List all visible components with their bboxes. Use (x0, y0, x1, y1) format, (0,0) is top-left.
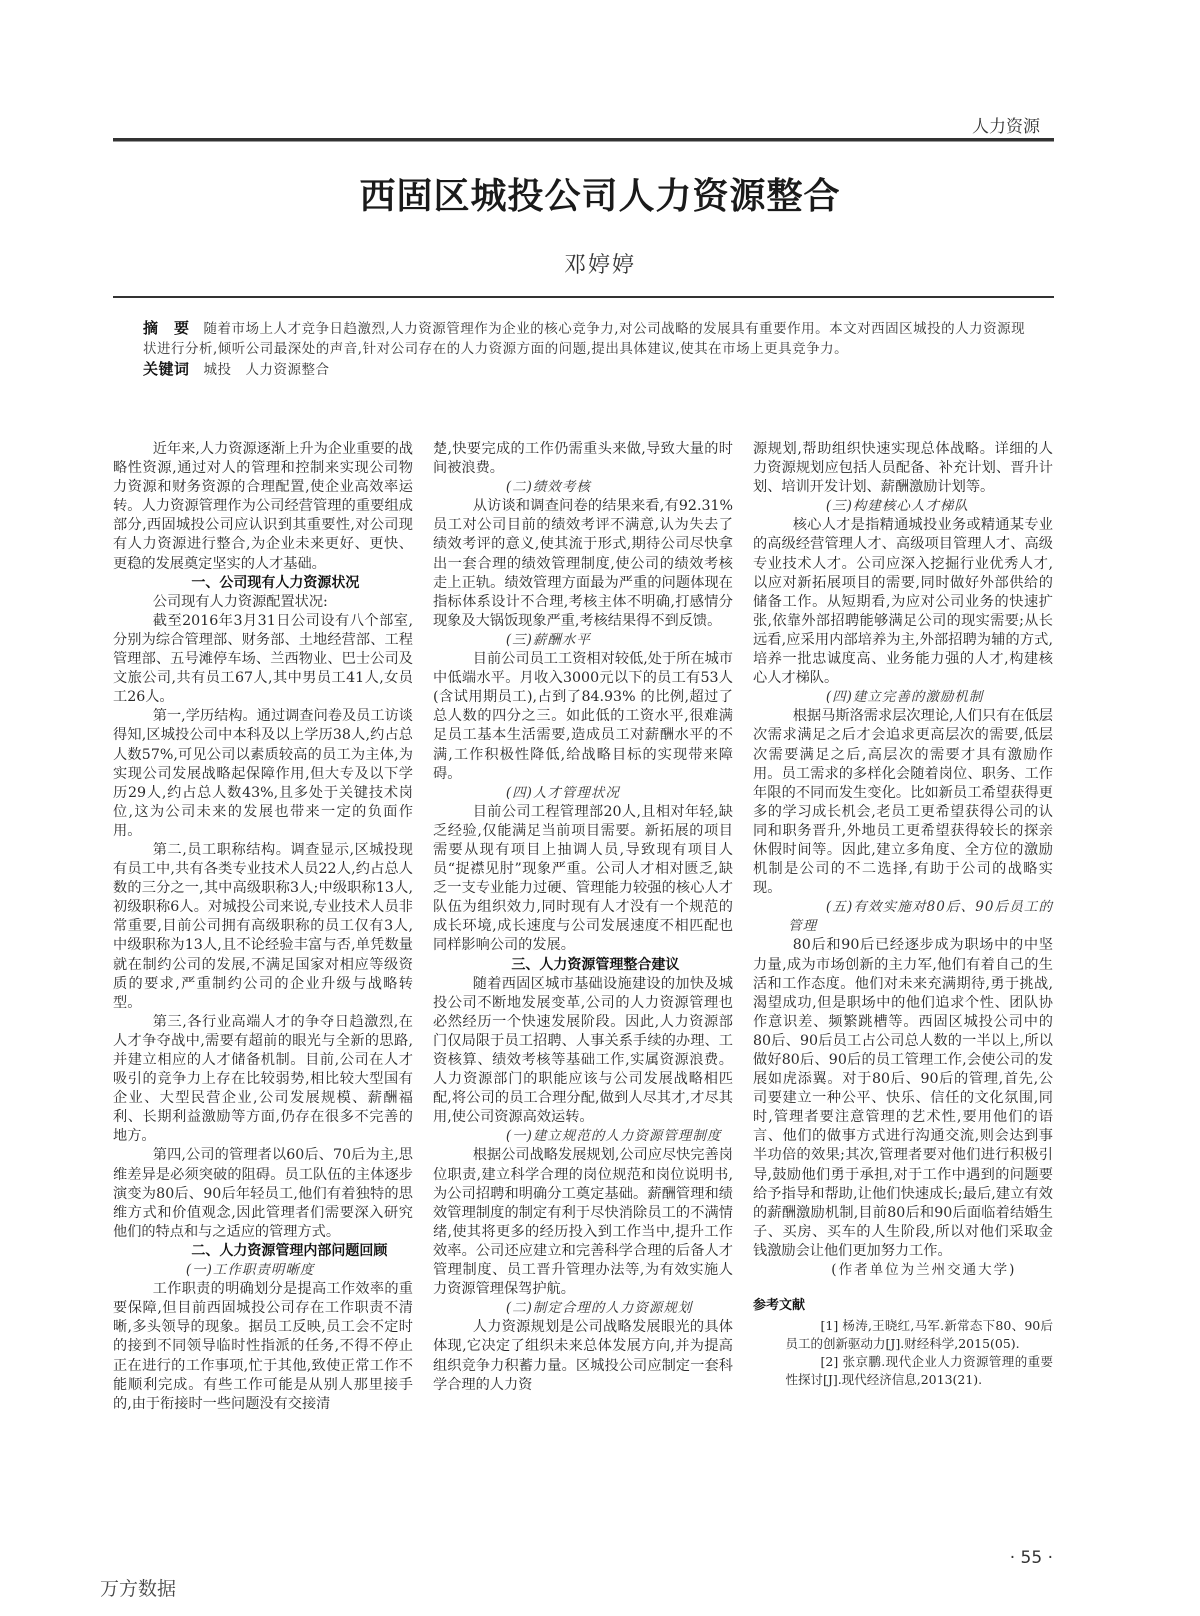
subsection-heading: (二)制定合理的人力资源规划 (505, 1300, 693, 1317)
subsection-heading: (三)构建核心人才梯队 (825, 498, 969, 515)
header-rule (113, 138, 1054, 142)
paragraph: 公司现有人力资源配置状况: (152, 593, 328, 610)
paragraph: 根据马斯洛需求层次理论,人们只有在低层次需求满足之后才会追求更高层次的需要,低层次需要满足之后,高层次的需要才具有激励作用。员工需求的多样化会随着岗位、职务、工作年限的不同而发生变化。比如新员工希望获得更多的学习成长机会,老员工更希望获得公司的认同和职务晋升,外地员工更希望获得较长的探亲休假时间等。因此,建立多角度、全方位的激励机制是公司的不二选择,有助于公司的战略实现。 (753, 708, 1053, 897)
subsection-heading: (四)建立完善的激励机制 (825, 689, 984, 706)
column-3 (753, 440, 1053, 1389)
paragraph: 截至2016年3月31日公司设有八个部室,分别为综合管理部、财务部、土地经营部、工程管理部、五号滩停车场、兰西物业、巴士公司及文旅公司,共有员工67人,其中男员工41人,女员工26人。 (113, 612, 413, 706)
paragraph: 工作职责的明确划分是提高工作效率的重要保障,但目前西固城投公司存在工作职责不清晰,多头领导的现象。据员工反映,员工会不定时的接到不同领导临时性指派的任务,不得不停止正在进行的工作事项,忙于其他,致使正常工作不能顺利完成。有些工作可能是从别人那里接手的,由于衔接时一些问题没有交接清 (113, 1281, 413, 1412)
body-columns (113, 440, 1054, 1470)
keywords-text: 城投 人力资源整合 (203, 362, 330, 378)
reference-item: [2] 张京鹏.现代企业人力资源管理的重要性探讨[J].现代经济信息,2013(21). (785, 1354, 1053, 1388)
abstract (143, 318, 1033, 359)
subsection-heading: (一)建立规范的人力资源管理制度 (505, 1128, 722, 1145)
paragraph: 随着西固区城市基础设施建设的加快及城投公司不断地发展变革,公司的人力资源管理也必然经历一个快速发展阶段。因此,人力资源部门仅局限于员工招聘、人事关系手续的办理、工资核算、绩效考核等基础工作,实属资源浪费。人力资源部门的职能应该与公司发展战略相匹配,将公司的员工合理分配,做到人尽其才,才尽其用,使公司资源高效运转。 (433, 975, 733, 1126)
reference-item: [1] 杨涛,王晓红,马军.新常态下80、90后员工的创新驱动力[J].财经科学,2015(05). (785, 1318, 1053, 1352)
section-heading: 二、人力资源管理内部问题回顾 (191, 1242, 388, 1259)
paragraph: 人力资源规划是公司战略发展眼光的具体体现,它决定了组织未来总体发展方向,并为提高组织竞争力积蓄力量。区城投公司应制定一套科学合理的人力资 (433, 1319, 733, 1393)
paragraph: 第三,各行业高端人才的争夺日趋激烈,在人才争夺战中,需要有超前的眼光与全新的思路,并建立相应的人才储备机制。目前,公司在人才吸引的竞争力上存在比较弱势,相比较大型国有企业、大型民营企业,公司发展规模、薪酬福利、长期利益激励等方面,仍存在很多不完善的地方。 (113, 1013, 413, 1145)
keywords-label: 关键词 (143, 360, 190, 378)
paragraph: 从访谈和调查问卷的结果来看,有92.31% 员工对公司目前的绩效考评不满意,认为失去了绩效考评的意义,使其流于形式,期待公司尽快拿出一套合理的绩效管理制度,使公司的绩效考核走上正轨。绩效管理方面最为严重的问题体现在指标体系设计不合理,考核主体不明确,打感情分现象及大锅饭现象严重,考核结果得不到反馈。 (433, 498, 733, 629)
abstract-text: 随着市场上人才竞争日趋激烈,人力资源管理作为企业的核心竞争力,对公司战略的发展具有重要作用。本文对西固区城投的人力资源现状进行分析,倾听公司最深处的声音,针对公司存在的人力资源方面的问题,提出具体建议,使其在市场上更具竞争力。 (143, 321, 1026, 357)
subsection-heading: (四)人才管理状况 (505, 784, 620, 801)
column-1 (113, 440, 413, 1414)
subsection-heading: (五)有效实施对80后、90后员工的管理 (788, 899, 1053, 935)
paragraph: 80后和90后已经逐步成为职场中的中坚力量,成为市场创新的主力军,他们有着自己的生活和工作态度。他们对未来充满期待,勇于挑战,渴望成功,但是职场中的他们追求个性、团队协作意识差、频繁跳槽等。西固区城投公司中的80后、90后员工占公司总人数的一半以上,所以做好80后、90后的员工管理工作,会使公司的发展如虎添翼。对于80后、90后的管理,首先,公司要建立一种公平、快乐、信任的文化氛围,同时,管理者要注意管理的艺术性,要用他们的语言、他们的做事方式进行沟通交流,则会达到事半功倍的效果;其次,管理者要对他们进行积极引导,鼓励他们勇于承担,对于工作中遇到的问题要给予指导和帮助,让他们快速成长;最后,建立有效的薪酬激励机制,目前80后和90后面临着结婚生子、买房、买车的人生阶段,所以对他们采取金钱激励会让他们更加努力工作。 (753, 937, 1053, 1259)
paragraph: 第四,公司的管理者以60后、70后为主,思维差异是必须突破的阻碍。员工队伍的主体逐步演变为80后、90后年轻员工,他们有着独特的思维方式和价值观念,因此管理者们需要深入研究他们的特点和与之适应的管理方式。 (113, 1147, 413, 1240)
subsection-heading: (二)绩效考核 (505, 479, 591, 496)
author-affiliation: (作者单位为兰州交通大学) (831, 1262, 1017, 1279)
abstract-label: 摘 要 (143, 319, 190, 337)
subsection-heading: (一)工作职责明晰度 (185, 1262, 315, 1279)
paragraph: 根据公司战略发展规划,公司应尽快完善岗位职责,建立科学合理的岗位规范和岗位说明书,为公司招聘和明确分工奠定基础。薪酬管理和绩效管理制度的制定有利于尽快消除员工的不满情绪,使其将更多的经历投入到工作当中,提升工作效率。公司还应建立和完善科学合理的后备人才管理制度、员工晋升管理办法等,为有效实施人力资源管理保驾护航。 (433, 1147, 733, 1298)
section-heading: 一、公司现有人力资源状况 (191, 574, 360, 591)
paragraph: 核心人才是指精通城投业务或精通某专业的高级经营管理人才、高级项目管理人才、高级专业技术人才。公司应深入挖掘行业优秀人才,以应对新拓展项目的需要,同时做好外部供给的储备工作。从短期看,为应对公司业务的快速扩张,依靠外部招聘能够满足公司的现实需要;从长远看,应采用内部培养为主,外部招聘为辅的方式,培养一批忠诚度高、业务能力强的人才,构建核心人才梯队。 (753, 517, 1053, 687)
paragraph: 第二,员工职称结构。调查显示,区城投现有员工中,共有各类专业技术人员22人,约占总人数的三分之一,其中高级职称3人;中级职称13人,初级职称6人。对城投公司来说,专业技术人员非常重要,目前公司拥有高级职称的员工仅有3人,中级职称为13人,且不论经验丰富与否,单凭数量就在制约公司的发展,不满足国家对相应等级资质的要求,严重制约公司的企业升级与战略转型。 (113, 841, 413, 1011)
paragraph: 楚,快要完成的工作仍需重头来做,导致大量的时间被浪费。 (433, 441, 733, 477)
title-rule (113, 296, 1054, 298)
abstract-block (143, 318, 1033, 380)
section-heading: 三、人力资源管理整合建议 (511, 956, 680, 973)
column-2 (433, 440, 733, 1395)
paragraph: 目前公司员工工资相对较低,处于所在城市中低端水平。月收入3000元以下的员工有53人(含试用期员工),占到了84.93% 的比例,超过了总人数的四分之三。如此低的工资水平,很难满足员工基本生活需要,造成员工对薪酬水平的不满,工作积极性降低,给战略目标的实现带来障碍。 (433, 651, 733, 782)
section-tag: 人力资源 (972, 117, 1040, 137)
paragraph: 近年来,人力资源逐渐上升为企业重要的战略性资源,通过对人的管理和控制来实现公司物力资源和财务资源的合理配置,使企业高效率运转。人力资源管理作为公司经营管理的重要组成部分,西固城投公司应认识到其重要性,对公司现有人力资源进行整合,为企业未来更好、更快、更稳的发展奠定坚实的人才基础。 (113, 441, 413, 572)
paragraph: 第一,学历结构。通过调查问卷及员工访谈得知,区城投公司中本科及以上学历38人,约占总人数57%,可见公司以素质较高的员工为主体,为实现公司发展战略起保障作用,但大专及以下学历29人,约占总人数43%,且多处于关键技术岗位,这为公司未来的发展也带来一定的负面作用。 (113, 708, 413, 839)
keywords (143, 359, 1033, 380)
subsection-heading: (三)薪酬水平 (505, 631, 591, 648)
article-author: 邓婷婷 (563, 253, 636, 278)
watermark: 万方数据 (100, 1578, 177, 1600)
paragraph: 源规划,帮助组织快速实现总体战略。详细的人力资源规划应包括人员配备、补充计划、晋升计划、培训开发计划、薪酬激励计划等。 (753, 441, 1053, 496)
page-number: · 55 · (1009, 1548, 1053, 1568)
references-title: 参考文献 (753, 1298, 806, 1314)
paragraph: 目前公司工程管理部20人,且相对年轻,缺乏经验,仅能满足当前项目需要。新拓展的项目需要从现有项目上抽调人员,导致现有项目人员“捉襟见肘”现象严重。公司人才相对匮乏,缺乏一支专业能力过硬、管理能力较强的核心人才队伍为组织效力,同时现有人才没有一个规范的成长环境,成长速度与公司发展速度不相匹配也同样影响公司的发展。 (433, 803, 733, 954)
article-title: 西固区城投公司人力资源整合 (359, 175, 841, 217)
